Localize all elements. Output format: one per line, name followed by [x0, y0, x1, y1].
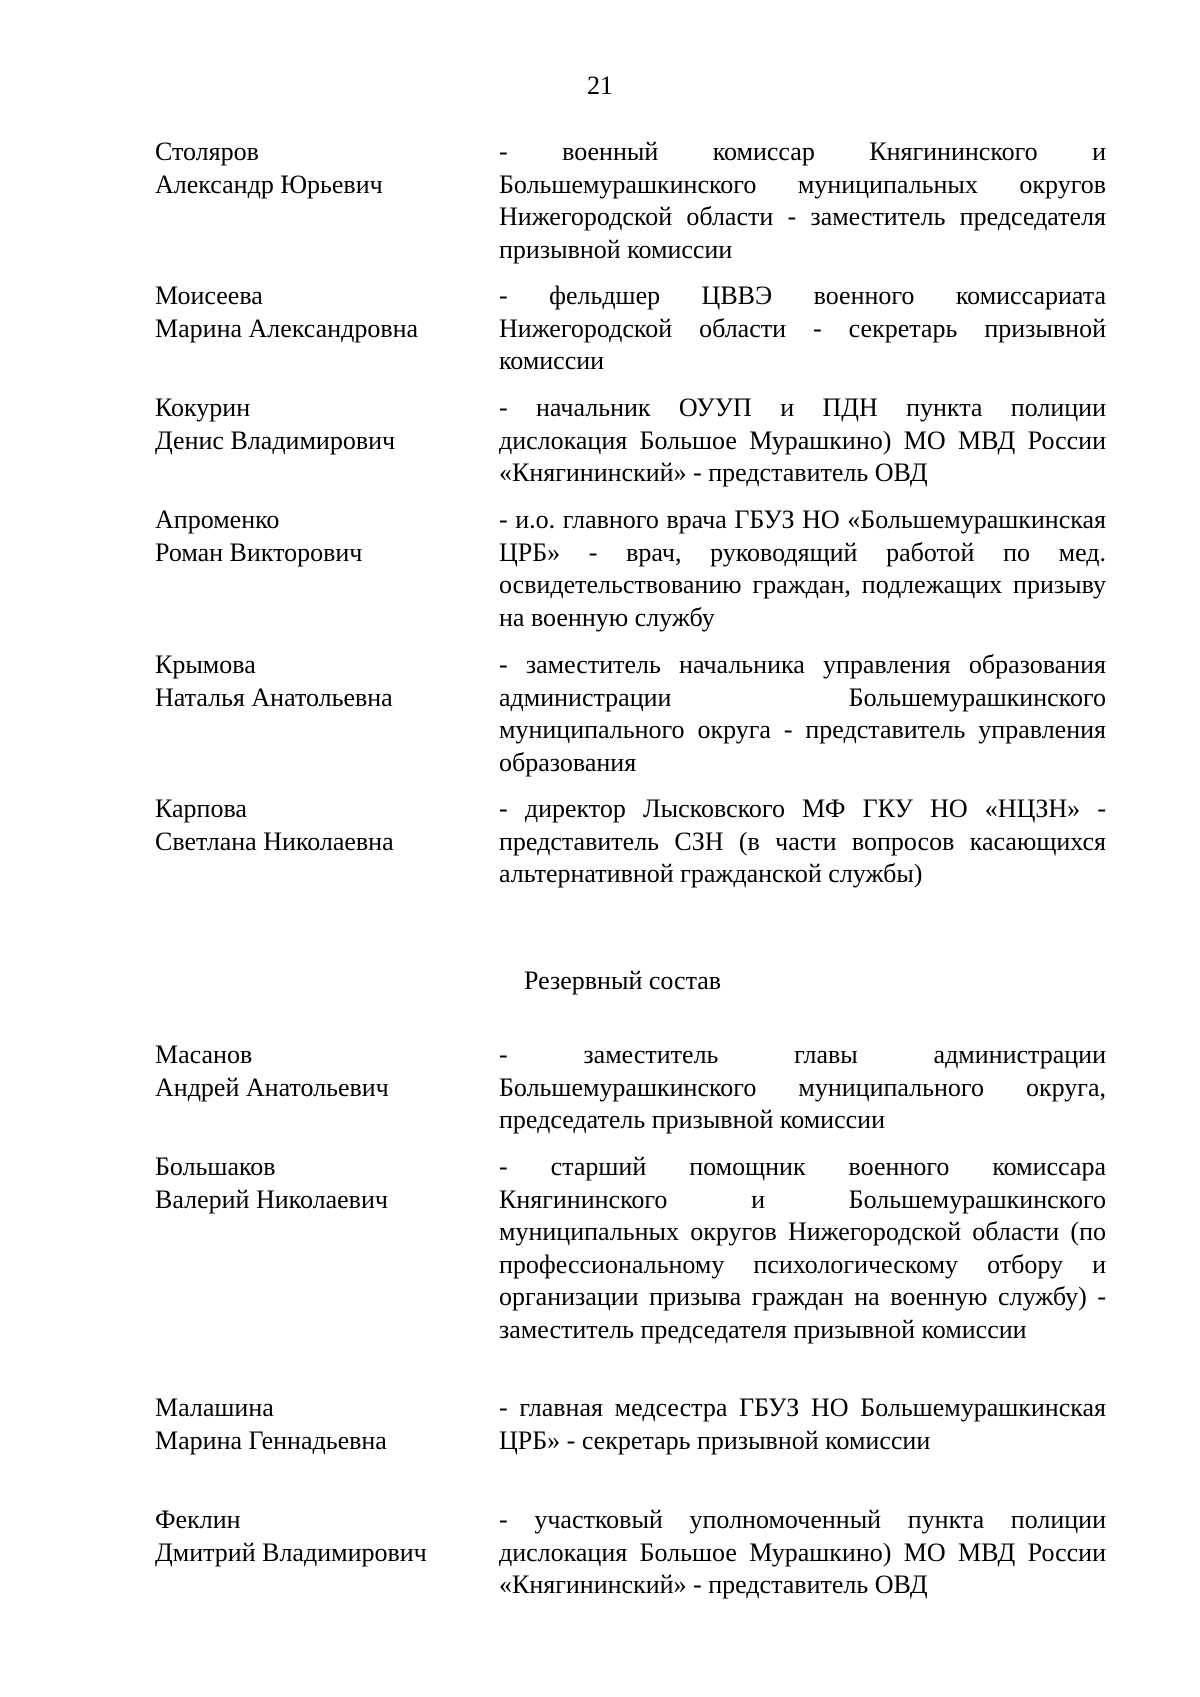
- member-surname: Моисеева: [155, 281, 263, 310]
- member-given-name: Валерий Николаевич: [155, 1184, 388, 1214]
- member-surname: Крымова: [155, 650, 256, 679]
- member-given-name: Светлана Николаевна: [155, 826, 394, 856]
- member-surname: Апроменко: [155, 505, 280, 534]
- member-role: - заместитель главы администрации Большемурашкинского муниципального округа, председатель призывной комиссии: [499, 1040, 1106, 1134]
- member-role: - фельдшер ЦВВЭ военного комиссариата Нижегородской области - секретарь призывной комиссии: [499, 281, 1106, 375]
- member-name: [155, 1039, 485, 1104]
- reserve-section-title: Резервный состав: [524, 966, 722, 995]
- member-given-name: Марина Александровна: [155, 313, 419, 343]
- member-name: [155, 392, 485, 457]
- member-name: [155, 280, 485, 345]
- member-surname: Большаков: [155, 1152, 276, 1181]
- member-role: - старший помощник военного комиссара Княгининского и Большемурашкинского муниципальных округов Нижегородской области (по профессиональному психологическому отбору и организации призыва граждан на военную службу) - заместитель председателя призывной комиссии: [499, 1152, 1106, 1344]
- page-number: 21: [587, 71, 613, 100]
- member-surname: Масанов: [155, 1040, 253, 1069]
- member-surname: Карпова: [155, 794, 247, 823]
- member-given-name: Марина Геннадьевна: [155, 1425, 387, 1455]
- member-surname: Столяров: [155, 137, 259, 166]
- member-role: - директор Лысковского МФ ГКУ НО «НЦЗН» - представитель СЗН (в части вопросов касающихся альтернативной гражданской службы): [499, 794, 1106, 888]
- member-name: [155, 136, 485, 201]
- member-name: [155, 793, 485, 858]
- member-name: [155, 1392, 485, 1457]
- member-surname: Малашина: [155, 1393, 274, 1422]
- member-name: [155, 1504, 485, 1569]
- member-role: - начальник ОУУП и ПДН пункта полиции дислокация Большое Мурашкино) МО МВД России «Княгининский» - представитель ОВД: [499, 393, 1106, 487]
- member-given-name: Дмитрий Владимирович: [155, 1537, 427, 1567]
- member-role: - и.о. главного врача ГБУЗ НО «Большемурашкинская ЦРБ» - врач, руководящий работой по мед. освидетельствованию граждан, подлежащих призыву на военную службу: [499, 505, 1106, 632]
- member-given-name: Роман Викторович: [155, 537, 363, 567]
- member-given-name: Наталья Анатольевна: [155, 682, 393, 712]
- member-surname: Феклин: [155, 1505, 241, 1534]
- member-name: [155, 504, 485, 569]
- member-name: [155, 1151, 485, 1216]
- member-name: [155, 649, 485, 714]
- member-role: - заместитель начальника управления образования администрации Большемурашкинского муниципального округа - представитель управления образования: [499, 650, 1106, 777]
- member-given-name: Александр Юрьевич: [155, 169, 383, 199]
- member-surname: Кокурин: [155, 393, 251, 422]
- member-given-name: Денис Владимирович: [155, 425, 396, 455]
- member-role: - военный комиссар Княгининского и Большемурашкинского муниципальных округов Нижегородской области - заместитель председателя призывной комиссии: [499, 137, 1106, 264]
- member-given-name: Андрей Анатольевич: [155, 1072, 389, 1102]
- member-role: - участковый уполномоченный пункта полиции дислокация Большое Мурашкино) МО МВД России «Княгининский» - представитель ОВД: [499, 1505, 1106, 1599]
- member-role: - главная медсестра ГБУЗ НО Большемурашкинская ЦРБ» - секретарь призывной комиссии: [499, 1393, 1106, 1455]
